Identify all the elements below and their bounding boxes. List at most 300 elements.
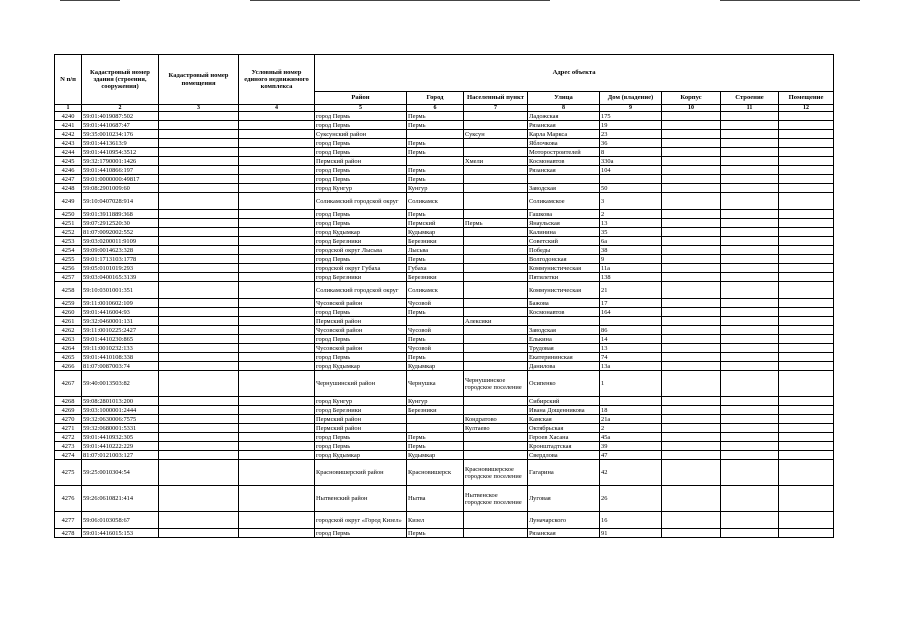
cell-korpus — [662, 246, 721, 255]
table-row — [55, 406, 834, 415]
cell-cad-building: 59:07:2912520:30 — [82, 219, 159, 228]
cell-settlement — [464, 184, 528, 193]
cell-cond-number — [239, 264, 315, 273]
cell-city — [407, 415, 464, 424]
table-row — [55, 442, 834, 451]
cell-house: 3 — [600, 193, 662, 210]
cell-house — [600, 317, 662, 326]
cell-house: 21 — [600, 282, 662, 299]
cell-district: Чусовской район — [315, 326, 407, 335]
cell-district: город Пермь — [315, 139, 407, 148]
cell-settlement — [464, 512, 528, 529]
cell-city: Пермь — [407, 353, 464, 362]
cell-pomeshchenie — [779, 460, 834, 486]
cell-house: 11а — [600, 264, 662, 273]
cell-cad-building: 59:01:4019087:502 — [82, 112, 159, 121]
cell-cond-number — [239, 344, 315, 353]
cell-pomeshchenie — [779, 299, 834, 308]
cell-cad-room — [159, 193, 239, 210]
cell-stroenie — [721, 512, 779, 529]
cell-cad-building: 59:01:1713103:1778 — [82, 255, 159, 264]
cell-city — [407, 424, 464, 433]
cell-row-number: 4253 — [55, 237, 82, 246]
cell-settlement: Хмели — [464, 157, 528, 166]
cell-city: Пермь — [407, 148, 464, 157]
cell-settlement — [464, 344, 528, 353]
cell-district: городской округ Лысьва — [315, 246, 407, 255]
cell-cad-building: 59:11:0010225:2427 — [82, 326, 159, 335]
cell-street: Кронштадтская — [528, 442, 600, 451]
cell-cad-room — [159, 121, 239, 130]
cell-settlement — [464, 148, 528, 157]
cell-korpus — [662, 460, 721, 486]
col-header-address: Адрес объекта — [315, 55, 834, 92]
cell-city: Красновишерск — [407, 460, 464, 486]
cell-district: Пермский район — [315, 424, 407, 433]
cell-street: Моторостроителей — [528, 148, 600, 157]
cell-city: Пермь — [407, 175, 464, 184]
cell-cad-room — [159, 184, 239, 193]
col-number: 12 — [779, 105, 834, 112]
cell-cad-building: 59:03:0400165:3139 — [82, 273, 159, 282]
cell-cad-room — [159, 237, 239, 246]
cell-korpus — [662, 175, 721, 184]
cell-stroenie — [721, 264, 779, 273]
cell-district: Нытвенский район — [315, 486, 407, 512]
cell-city: Чусовой — [407, 299, 464, 308]
cell-stroenie — [721, 317, 779, 326]
table-row — [55, 219, 834, 228]
cell-cond-number — [239, 210, 315, 219]
top-edge-mark-left — [60, 0, 120, 1]
cell-cad-room — [159, 273, 239, 282]
cell-street: Камская — [528, 415, 600, 424]
cell-korpus — [662, 317, 721, 326]
cell-stroenie — [721, 353, 779, 362]
cell-row-number: 4271 — [55, 424, 82, 433]
cell-cond-number — [239, 371, 315, 397]
cell-city: Кунгур — [407, 397, 464, 406]
cell-pomeshchenie — [779, 264, 834, 273]
cell-street — [528, 317, 600, 326]
cell-city: Пермь — [407, 255, 464, 264]
cell-row-number: 4247 — [55, 175, 82, 184]
cell-korpus — [662, 157, 721, 166]
cell-city: Чусовой — [407, 344, 464, 353]
cell-pomeshchenie — [779, 512, 834, 529]
cell-cad-room — [159, 112, 239, 121]
cell-street: Луначарского — [528, 512, 600, 529]
cell-stroenie — [721, 184, 779, 193]
cell-korpus — [662, 219, 721, 228]
cell-district: город Березники — [315, 406, 407, 415]
cell-street: Екатерининская — [528, 353, 600, 362]
cell-korpus — [662, 282, 721, 299]
cell-house: 38 — [600, 246, 662, 255]
cell-street: Заводская — [528, 184, 600, 193]
cell-stroenie — [721, 148, 779, 157]
cell-korpus — [662, 442, 721, 451]
cell-stroenie — [721, 210, 779, 219]
cell-cad-building: 59:10:0407028:914 — [82, 193, 159, 210]
cell-settlement: Суксун — [464, 130, 528, 139]
cell-row-number: 4251 — [55, 219, 82, 228]
cell-street — [528, 175, 600, 184]
cell-house: 13 — [600, 344, 662, 353]
cell-city: Пермский — [407, 219, 464, 228]
cell-cad-building: 59:26:0610821:414 — [82, 486, 159, 512]
cell-cad-building: 59:01:0000000:49817 — [82, 175, 159, 184]
cell-cond-number — [239, 273, 315, 282]
cell-house: 2 — [600, 424, 662, 433]
cell-pomeshchenie — [779, 442, 834, 451]
cell-city: Пермь — [407, 442, 464, 451]
table-row — [55, 371, 834, 397]
cell-pomeshchenie — [779, 415, 834, 424]
cell-cond-number — [239, 512, 315, 529]
cell-pomeshchenie — [779, 210, 834, 219]
cell-house: 138 — [600, 273, 662, 282]
cell-house: 17 — [600, 299, 662, 308]
cell-korpus — [662, 139, 721, 148]
cell-city: Пермь — [407, 166, 464, 175]
cell-settlement: Пермь — [464, 219, 528, 228]
col-number: 6 — [407, 105, 464, 112]
cell-street: Героев Хасана — [528, 433, 600, 442]
cell-cond-number — [239, 299, 315, 308]
cell-city: Пермь — [407, 335, 464, 344]
cell-city: Соликамск — [407, 282, 464, 299]
cell-settlement: Красновишерское городское поселение — [464, 460, 528, 486]
cell-cond-number — [239, 460, 315, 486]
cell-settlement — [464, 228, 528, 237]
cell-street: Осипенко — [528, 371, 600, 397]
cell-stroenie — [721, 335, 779, 344]
cell-stroenie — [721, 451, 779, 460]
cell-district: Пермский район — [315, 157, 407, 166]
cell-pomeshchenie — [779, 353, 834, 362]
cell-city: Березники — [407, 406, 464, 415]
cell-street: Советский — [528, 237, 600, 246]
cell-pomeshchenie — [779, 273, 834, 282]
cell-street: Трудовая — [528, 344, 600, 353]
cell-pomeshchenie — [779, 228, 834, 237]
table-row — [55, 415, 834, 424]
cell-stroenie — [721, 246, 779, 255]
cell-row-number: 4272 — [55, 433, 82, 442]
col-header-pomeshchenie: Помещение — [779, 92, 834, 105]
cell-cond-number — [239, 486, 315, 512]
cell-district: город Кунгур — [315, 397, 407, 406]
cell-stroenie — [721, 460, 779, 486]
cell-district: городской округ Губаха — [315, 264, 407, 273]
cell-korpus — [662, 184, 721, 193]
cell-row-number: 4262 — [55, 326, 82, 335]
cell-house: 6а — [600, 237, 662, 246]
cell-settlement — [464, 210, 528, 219]
cell-korpus — [662, 529, 721, 538]
cell-row-number: 4277 — [55, 512, 82, 529]
cell-row-number: 4242 — [55, 130, 82, 139]
registry-rows — [55, 112, 834, 538]
cell-district: городской округ «Город Кизел» — [315, 512, 407, 529]
cell-house: 39 — [600, 442, 662, 451]
cell-street: Заводская — [528, 326, 600, 335]
cell-district: Суксунский район — [315, 130, 407, 139]
cell-cad-room — [159, 529, 239, 538]
cell-settlement — [464, 308, 528, 317]
cell-city: Соликамск — [407, 193, 464, 210]
cell-row-number: 4275 — [55, 460, 82, 486]
cell-stroenie — [721, 139, 779, 148]
cell-city: Губаха — [407, 264, 464, 273]
cell-cad-room — [159, 175, 239, 184]
cell-settlement — [464, 193, 528, 210]
cell-house: 1 — [600, 371, 662, 397]
cell-cond-number — [239, 139, 315, 148]
cell-cad-building: 59:40:0013503:82 — [82, 371, 159, 397]
cell-settlement — [464, 362, 528, 371]
cell-district: город Пермь — [315, 442, 407, 451]
cell-settlement — [464, 397, 528, 406]
cell-street: Яблочкова — [528, 139, 600, 148]
cell-korpus — [662, 273, 721, 282]
cell-city: Чернушка — [407, 371, 464, 397]
col-number: 2 — [82, 105, 159, 112]
cell-settlement — [464, 451, 528, 460]
cell-street: Луговая — [528, 486, 600, 512]
cell-cad-building: 81:07:0087003:74 — [82, 362, 159, 371]
cell-pomeshchenie — [779, 130, 834, 139]
cell-cad-room — [159, 299, 239, 308]
cell-street: Космонавтов — [528, 308, 600, 317]
cell-city: Кунгур — [407, 184, 464, 193]
cell-row-number: 4274 — [55, 451, 82, 460]
cell-house: 47 — [600, 451, 662, 460]
cell-row-number: 4246 — [55, 166, 82, 175]
cell-street: Гагарина — [528, 460, 600, 486]
cell-cond-number — [239, 112, 315, 121]
cell-house: 104 — [600, 166, 662, 175]
table-row — [55, 121, 834, 130]
cell-korpus — [662, 451, 721, 460]
cell-cad-room — [159, 210, 239, 219]
cell-row-number: 4266 — [55, 362, 82, 371]
cell-pomeshchenie — [779, 246, 834, 255]
cell-korpus — [662, 210, 721, 219]
table-row — [55, 362, 834, 371]
cell-house: 35 — [600, 228, 662, 237]
table-row — [55, 184, 834, 193]
cell-district: город Пермь — [315, 148, 407, 157]
cell-cond-number — [239, 237, 315, 246]
cell-house: 13а — [600, 362, 662, 371]
cell-cad-room — [159, 130, 239, 139]
cell-cond-number — [239, 308, 315, 317]
cell-cad-room — [159, 317, 239, 326]
cell-cad-building: 59:11:0010602:109 — [82, 299, 159, 308]
cell-settlement — [464, 335, 528, 344]
col-header-korpus: Корпус — [662, 92, 721, 105]
cell-cad-room — [159, 326, 239, 335]
cell-stroenie — [721, 219, 779, 228]
cell-city: Кудымкар — [407, 228, 464, 237]
table-row — [55, 451, 834, 460]
table-row — [55, 255, 834, 264]
col-header-street: Улица — [528, 92, 600, 105]
cell-cad-building: 59:01:4410230:865 — [82, 335, 159, 344]
cell-stroenie — [721, 415, 779, 424]
cell-cad-room — [159, 486, 239, 512]
cell-pomeshchenie — [779, 175, 834, 184]
cell-district: город Пермь — [315, 529, 407, 538]
cell-house: 13 — [600, 219, 662, 228]
cell-house: 74 — [600, 353, 662, 362]
cell-street: Соликамское — [528, 193, 600, 210]
cell-pomeshchenie — [779, 255, 834, 264]
cell-city: Пермь — [407, 308, 464, 317]
col-number: 3 — [159, 105, 239, 112]
cell-settlement — [464, 442, 528, 451]
cell-cad-room — [159, 157, 239, 166]
cell-settlement — [464, 433, 528, 442]
cell-korpus — [662, 397, 721, 406]
cell-street: Гашкова — [528, 210, 600, 219]
cell-stroenie — [721, 371, 779, 397]
cell-city: Пермь — [407, 433, 464, 442]
cell-cond-number — [239, 184, 315, 193]
cell-row-number: 4269 — [55, 406, 82, 415]
col-header-city: Город — [407, 92, 464, 105]
cell-city: Пермь — [407, 529, 464, 538]
cell-cad-room — [159, 139, 239, 148]
cell-house: 36 — [600, 139, 662, 148]
cell-cad-building: 59:32:0630006:7575 — [82, 415, 159, 424]
cell-pomeshchenie — [779, 219, 834, 228]
cell-cond-number — [239, 335, 315, 344]
cell-settlement: Кондратово — [464, 415, 528, 424]
cell-cond-number — [239, 406, 315, 415]
cell-house: 86 — [600, 326, 662, 335]
cell-korpus — [662, 406, 721, 415]
cell-row-number: 4261 — [55, 317, 82, 326]
cell-cond-number — [239, 219, 315, 228]
cell-district: Пермский район — [315, 317, 407, 326]
table-row — [55, 193, 834, 210]
cell-stroenie — [721, 362, 779, 371]
cell-pomeshchenie — [779, 184, 834, 193]
col-number: 4 — [239, 105, 315, 112]
cell-cond-number — [239, 326, 315, 335]
table-row — [55, 157, 834, 166]
cell-stroenie — [721, 157, 779, 166]
cell-pomeshchenie — [779, 157, 834, 166]
cell-cad-room — [159, 433, 239, 442]
cell-house: 14 — [600, 335, 662, 344]
cell-pomeshchenie — [779, 282, 834, 299]
cell-cad-building: 59:10:0301001:351 — [82, 282, 159, 299]
cell-city — [407, 130, 464, 139]
cell-house — [600, 397, 662, 406]
cell-cond-number — [239, 166, 315, 175]
cell-house: 45а — [600, 433, 662, 442]
cell-pomeshchenie — [779, 326, 834, 335]
cell-city — [407, 157, 464, 166]
cell-korpus — [662, 512, 721, 529]
cell-district: Красновишерский район — [315, 460, 407, 486]
cell-settlement: Алексики — [464, 317, 528, 326]
cell-cad-room — [159, 362, 239, 371]
cell-house: 91 — [600, 529, 662, 538]
cell-settlement — [464, 246, 528, 255]
cell-cad-room — [159, 451, 239, 460]
col-number: 11 — [721, 105, 779, 112]
cell-street: Ивана Дощенникова — [528, 406, 600, 415]
cell-stroenie — [721, 130, 779, 139]
cell-cad-room — [159, 264, 239, 273]
cell-cad-room — [159, 415, 239, 424]
table-row — [55, 433, 834, 442]
cell-house: 16 — [600, 512, 662, 529]
cell-cad-room — [159, 424, 239, 433]
cell-street: Коммунистическая — [528, 264, 600, 273]
cell-street: Бажова — [528, 299, 600, 308]
cell-cad-room — [159, 335, 239, 344]
cell-cad-room — [159, 308, 239, 317]
cell-row-number: 4254 — [55, 246, 82, 255]
cell-district: город Пермь — [315, 112, 407, 121]
table-row — [55, 112, 834, 121]
cell-korpus — [662, 335, 721, 344]
top-edge-mark-right — [720, 0, 860, 1]
cell-pomeshchenie — [779, 193, 834, 210]
cell-pomeshchenie — [779, 529, 834, 538]
cell-korpus — [662, 486, 721, 512]
table-row — [55, 512, 834, 529]
cell-pomeshchenie — [779, 308, 834, 317]
cell-settlement — [464, 264, 528, 273]
table-row — [55, 353, 834, 362]
cell-pomeshchenie — [779, 397, 834, 406]
cell-house: 9 — [600, 255, 662, 264]
cell-cad-room — [159, 353, 239, 362]
cell-settlement — [464, 299, 528, 308]
cell-cad-building: 59:25:0010304:54 — [82, 460, 159, 486]
cell-district: город Пермь — [315, 335, 407, 344]
cell-row-number: 4256 — [55, 264, 82, 273]
cell-stroenie — [721, 326, 779, 335]
cell-city: Пермь — [407, 121, 464, 130]
cell-row-number: 4244 — [55, 148, 82, 157]
cell-district: город Кунгур — [315, 184, 407, 193]
cell-house: 23 — [600, 130, 662, 139]
table-row — [55, 460, 834, 486]
table-row — [55, 139, 834, 148]
table-row — [55, 237, 834, 246]
cell-street: Октябрьская — [528, 424, 600, 433]
cell-cad-building: 59:01:4410222:229 — [82, 442, 159, 451]
cell-stroenie — [721, 193, 779, 210]
cell-korpus — [662, 112, 721, 121]
cell-stroenie — [721, 273, 779, 282]
cell-stroenie — [721, 433, 779, 442]
cell-district: город Пермь — [315, 210, 407, 219]
cell-city: Пермь — [407, 210, 464, 219]
table-row — [55, 397, 834, 406]
cell-cad-room — [159, 460, 239, 486]
cell-korpus — [662, 130, 721, 139]
table-row — [55, 282, 834, 299]
